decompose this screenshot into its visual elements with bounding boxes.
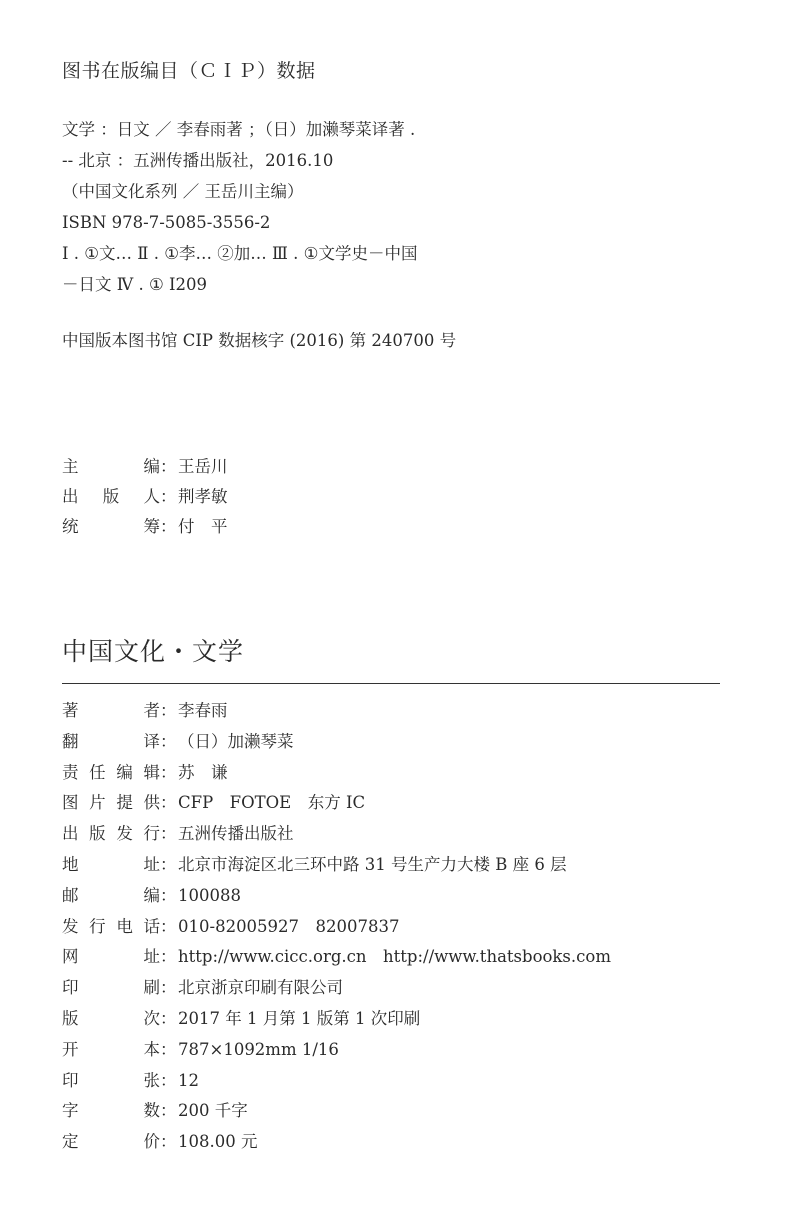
label-char: 话 bbox=[143, 916, 160, 936]
info-row-value: CFP FOTOE 东方 IC bbox=[178, 793, 366, 813]
label-char: 翻 bbox=[62, 731, 79, 751]
label-char: 统 bbox=[62, 517, 79, 536]
info-row-value: 12 bbox=[178, 1070, 199, 1090]
label-char: 版 bbox=[102, 487, 120, 506]
info-row bbox=[62, 912, 611, 943]
info-row bbox=[62, 727, 611, 758]
staff-row bbox=[62, 482, 228, 512]
staff-row-label bbox=[62, 452, 160, 482]
label-char: 发 bbox=[62, 916, 79, 936]
info-row-label bbox=[62, 1035, 160, 1066]
label-colon: ： bbox=[160, 1101, 177, 1121]
label-char: 行 bbox=[89, 916, 106, 936]
label-char: 译 bbox=[143, 731, 160, 751]
label-colon: ： bbox=[160, 457, 177, 476]
label-char: 责 bbox=[62, 762, 79, 782]
title-divider bbox=[62, 683, 720, 684]
staff-row bbox=[62, 512, 228, 542]
info-row-value: 李春雨 bbox=[178, 701, 228, 720]
cip-line: 文学 ：日文 ／ 李春雨著 ；（日）加濑琴菜译著 . bbox=[62, 120, 416, 139]
cip-line: Ⅰ . ①文… Ⅱ . ①李… ②加… Ⅲ . ①文学史－中国 bbox=[62, 244, 418, 263]
label-char: 址 bbox=[143, 947, 160, 967]
label-char: 字 bbox=[62, 1101, 79, 1121]
info-row-value: 五洲传播出版社 bbox=[178, 824, 294, 844]
label-char: 出 bbox=[62, 487, 79, 506]
info-row bbox=[62, 1066, 611, 1097]
cip-record-number: 中国版本图书馆 CIP 数据核字 (2016) 第 240700 号 bbox=[62, 331, 457, 350]
label-char: 者 bbox=[143, 701, 160, 720]
label-colon: ： bbox=[160, 487, 177, 506]
label-char: 提 bbox=[116, 793, 133, 813]
label-colon: ： bbox=[160, 731, 177, 751]
staff-row-value: 荆孝敏 bbox=[178, 487, 228, 506]
info-row bbox=[62, 788, 611, 819]
label-colon: ： bbox=[160, 1132, 177, 1152]
info-row-label bbox=[62, 819, 160, 850]
info-row-label bbox=[62, 881, 160, 912]
staff-row-value: 王岳川 bbox=[178, 457, 228, 476]
info-row-value: http://www.cicc.org.cn http://www.thatsbooks.com bbox=[178, 947, 611, 967]
label-char: 价 bbox=[143, 1132, 160, 1152]
label-char: 印 bbox=[62, 978, 79, 998]
label-colon: ： bbox=[160, 762, 177, 782]
label-char: 编 bbox=[116, 762, 133, 782]
info-row-label bbox=[62, 1096, 160, 1127]
cip-line: ISBN 978-7-5085-3556-2 bbox=[62, 213, 271, 232]
label-char: 网 bbox=[62, 947, 79, 967]
label-char: 定 bbox=[62, 1132, 79, 1152]
info-row-label bbox=[62, 1004, 160, 1035]
info-row bbox=[62, 1127, 611, 1158]
info-row bbox=[62, 1004, 611, 1035]
series-staff-list bbox=[62, 452, 228, 542]
info-row bbox=[62, 696, 611, 727]
info-row-label bbox=[62, 942, 160, 973]
info-row-value: （日）加濑琴菜 bbox=[178, 731, 294, 751]
info-row-value: 010-82005927 82007837 bbox=[178, 916, 400, 936]
label-char: 编 bbox=[143, 885, 160, 905]
book-title: 中国文化・文学 bbox=[62, 637, 245, 666]
info-row-label bbox=[62, 727, 160, 758]
staff-row-label bbox=[62, 482, 160, 512]
info-row-value: 2017 年 1 月第 1 版第 1 次印刷 bbox=[178, 1008, 421, 1028]
info-row-value: 北京浙京印刷有限公司 bbox=[178, 978, 343, 998]
label-colon: ： bbox=[160, 1039, 177, 1059]
label-char: 任 bbox=[89, 762, 106, 782]
cip-line: -- 北京 ：五洲传播出版社，2016.10 bbox=[62, 151, 334, 170]
label-char: 片 bbox=[89, 793, 106, 813]
label-char: 址 bbox=[143, 854, 160, 874]
label-char: 开 bbox=[62, 1039, 79, 1059]
info-row bbox=[62, 850, 611, 881]
info-row-label bbox=[62, 696, 160, 727]
info-row-value: 苏 谦 bbox=[178, 762, 228, 782]
info-row bbox=[62, 1096, 611, 1127]
label-colon: ： bbox=[160, 793, 177, 813]
info-row bbox=[62, 942, 611, 973]
info-row-value: 100088 bbox=[178, 885, 241, 905]
cip-heading: 图书在版编目（ＣＩＰ）数据 bbox=[62, 60, 316, 82]
label-colon: ： bbox=[160, 854, 177, 874]
info-row-label bbox=[62, 1127, 160, 1158]
info-row bbox=[62, 819, 611, 850]
info-row-value: 200 千字 bbox=[178, 1101, 248, 1121]
info-row-label bbox=[62, 850, 160, 881]
info-row bbox=[62, 881, 611, 912]
label-char: 数 bbox=[143, 1101, 160, 1121]
label-char: 刷 bbox=[143, 978, 160, 998]
info-row-value: 108.00 元 bbox=[178, 1132, 258, 1152]
label-colon: ： bbox=[160, 701, 177, 720]
label-char: 地 bbox=[62, 854, 79, 874]
cip-line: －日文 Ⅳ . ① I209 bbox=[62, 275, 208, 294]
info-row-label bbox=[62, 973, 160, 1004]
label-colon: ： bbox=[160, 824, 177, 844]
label-char: 版 bbox=[89, 824, 106, 844]
label-char: 行 bbox=[143, 824, 160, 844]
staff-row-label bbox=[62, 512, 160, 542]
publication-info-list bbox=[62, 696, 611, 1158]
label-char: 版 bbox=[62, 1008, 79, 1028]
info-row-label bbox=[62, 788, 160, 819]
info-row bbox=[62, 1035, 611, 1066]
label-char: 发 bbox=[116, 824, 133, 844]
label-char: 本 bbox=[143, 1039, 160, 1059]
label-colon: ： bbox=[160, 517, 177, 536]
cip-data-block bbox=[62, 114, 742, 300]
staff-row-value: 付 平 bbox=[178, 517, 228, 536]
label-colon: ： bbox=[160, 885, 177, 905]
label-char: 张 bbox=[143, 1070, 160, 1090]
label-colon: ： bbox=[160, 947, 177, 967]
label-char: 图 bbox=[62, 793, 79, 813]
staff-row bbox=[62, 452, 228, 482]
label-char: 次 bbox=[143, 1008, 160, 1028]
label-char: 供 bbox=[143, 793, 160, 813]
info-row-value: 787×1092mm 1/16 bbox=[178, 1039, 339, 1059]
info-row bbox=[62, 973, 611, 1004]
info-row-value: 北京市海淀区北三环中路 31 号生产力大楼 B 座 6 层 bbox=[178, 854, 567, 874]
label-char: 出 bbox=[62, 824, 79, 844]
label-char: 著 bbox=[62, 701, 79, 720]
label-char: 筹 bbox=[143, 517, 160, 536]
label-char: 电 bbox=[116, 916, 133, 936]
label-char: 印 bbox=[62, 1070, 79, 1090]
label-colon: ： bbox=[160, 978, 177, 998]
label-char: 主 bbox=[62, 457, 79, 476]
info-row-label bbox=[62, 758, 160, 789]
label-char: 辑 bbox=[143, 762, 160, 782]
info-row-label bbox=[62, 1066, 160, 1097]
label-char: 编 bbox=[143, 457, 160, 476]
info-row-label bbox=[62, 912, 160, 943]
label-char: 邮 bbox=[62, 885, 79, 905]
label-char: 人 bbox=[143, 487, 160, 506]
label-colon: ： bbox=[160, 916, 177, 936]
label-colon: ： bbox=[160, 1008, 177, 1028]
cip-line: （中国文化系列 ／ 王岳川主编） bbox=[62, 182, 304, 201]
info-row bbox=[62, 758, 611, 789]
label-colon: ： bbox=[160, 1070, 177, 1090]
